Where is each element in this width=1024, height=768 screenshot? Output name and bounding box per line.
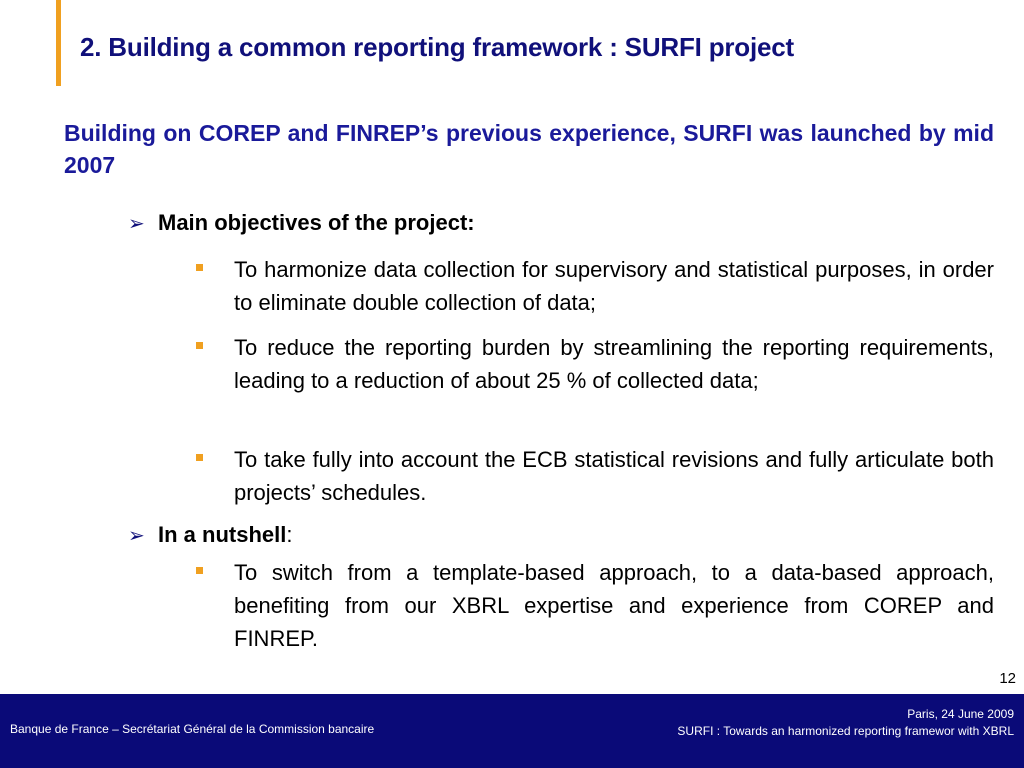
list-item-text: To take fully into account the ECB statistical revisions and fully articulate both projects’ schedules.	[234, 447, 994, 505]
footer	[0, 694, 1024, 768]
square-bullet-icon	[196, 454, 203, 461]
square-bullet-icon	[196, 264, 203, 271]
footer-event-info	[677, 706, 1014, 740]
footer-organization: Banque de France – Secrétariat Général de la Commission bancaire	[10, 722, 375, 736]
square-bullet-icon	[196, 342, 203, 349]
arrow-bullet-icon: ➢	[128, 213, 145, 235]
list-item-text: To switch from a template-based approach, to a data-based approach, benefiting from our XBRL expertise and experience from COREP and FINREP.	[234, 560, 994, 651]
page-number: 12	[999, 670, 1016, 687]
list-item	[194, 443, 994, 509]
list-item	[194, 253, 994, 319]
section-heading-text: Main objectives of the project:	[158, 210, 475, 235]
footer-presentation-title: SURFI : Towards an harmonized reporting framewor with XBRL	[677, 724, 1014, 738]
section-heading-objectives	[128, 208, 475, 239]
footer-date-location: Paris, 24 June 2009	[907, 707, 1014, 721]
list-item-text: To harmonize data collection for supervisory and statistical purposes, in order to eliminate double collection of data;	[234, 257, 994, 315]
square-bullet-icon	[196, 567, 203, 574]
arrow-bullet-icon: ➢	[128, 525, 145, 547]
section-heading-colon: :	[286, 522, 293, 547]
slide-title: 2. Building a common reporting framework : SURFI project	[80, 32, 794, 62]
title-accent-bar	[56, 0, 61, 86]
section-heading-text: In a nutshell	[158, 522, 287, 547]
list-item	[194, 331, 994, 397]
list-item-text: To reduce the reporting burden by streamlining the reporting requirements, leading to a reduction of about 25 % of collected data;	[234, 335, 994, 393]
section-heading-nutshell	[128, 520, 292, 551]
slide-subtitle: Building on COREP and FINREP’s previous experience, SURFI was launched by mid 2007	[64, 120, 994, 178]
list-item	[194, 556, 994, 655]
